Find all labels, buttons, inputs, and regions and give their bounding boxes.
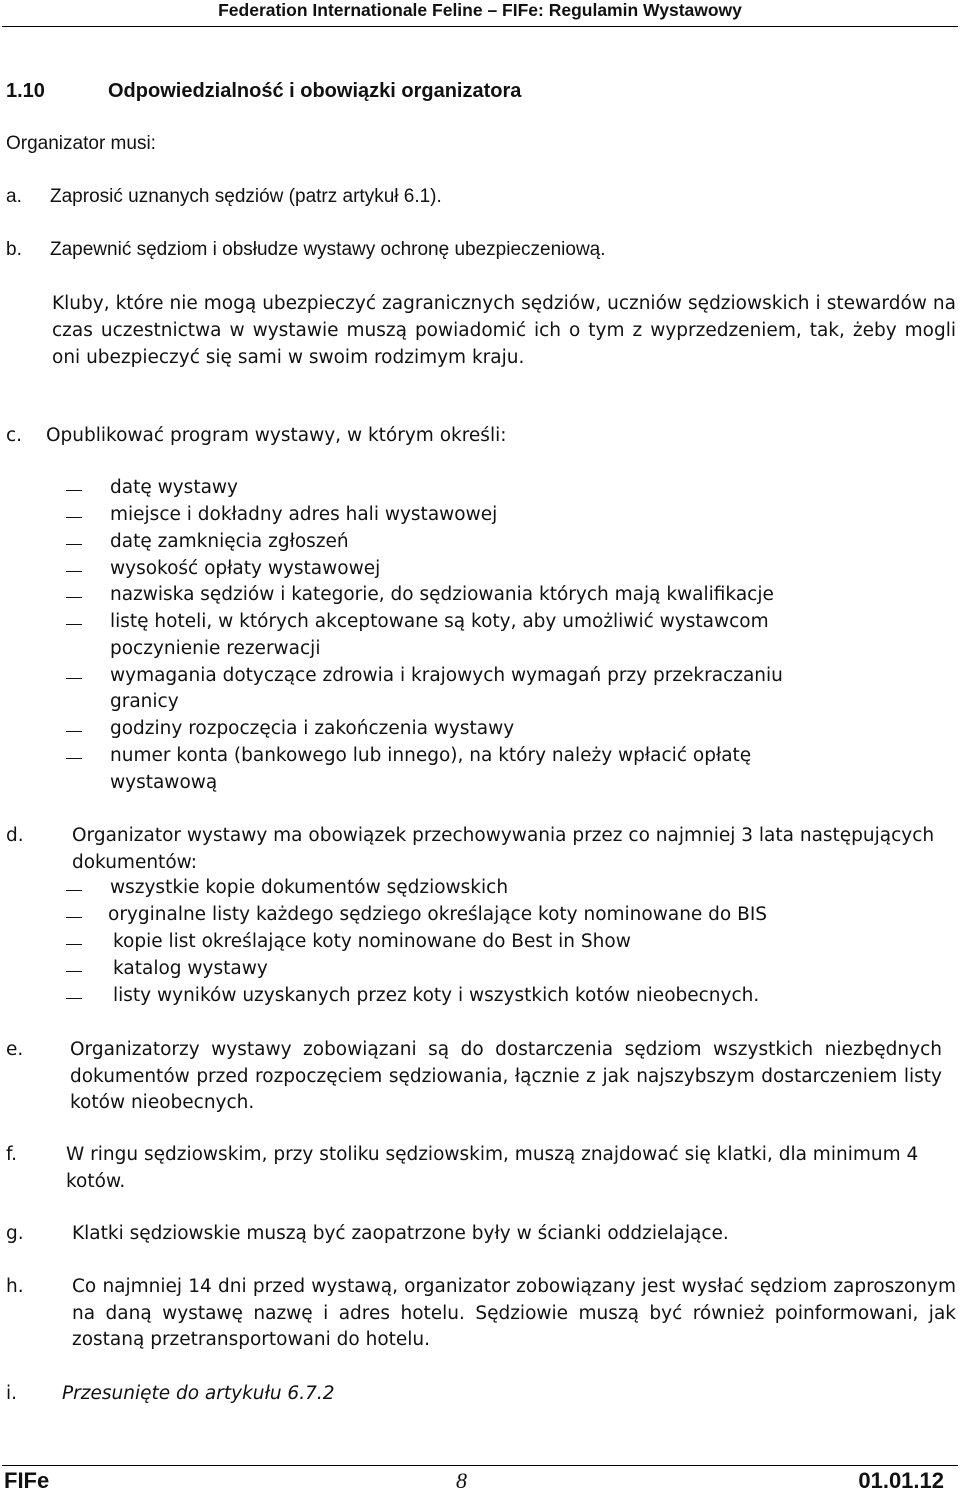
item-d-marker: d. (6, 825, 24, 846)
footer-rule (2, 1465, 958, 1466)
dash-bullet (66, 624, 82, 625)
item-b-text: Zapewnić sędziom i obsłudze wystawy ochronę ubezpieczeniową. (50, 239, 606, 260)
item-a-marker: a. (6, 186, 22, 207)
header-rule (2, 26, 958, 27)
list-item: listy wyników uzyskanych przez koty i wszystkich kotów nieobecnych. (113, 985, 760, 1006)
dash-bullet (66, 597, 82, 598)
list-item: nazwiska sędziów i kategorie, do sędziowania których mają kwalifikacje (110, 584, 774, 605)
dash-bullet (66, 731, 82, 732)
item-b-marker: b. (6, 239, 22, 260)
list-item: datę zamknięcia zgłoszeń (110, 531, 349, 552)
list-item: listę hoteli, w których akceptowane są koty, aby umożliwić wystawcom (110, 611, 769, 632)
list-item: katalog wystawy (113, 958, 268, 979)
dash-bullet (66, 678, 82, 679)
running-header: Federation Internationale Feline – FIFe: Regulamin Wystawowy (218, 0, 742, 20)
list-item: wymagania dotyczące zdrowia i krajowych wymagań przy przekraczaniu (110, 665, 783, 686)
item-f-text: W ringu sędziowskim, przy stoliku sędziowskim, muszą znajdować się klatki, dla minimum 4 kotów. (66, 1144, 919, 1192)
section-title: Odpowiedzialność i obowiązki organizatora (108, 80, 522, 102)
dash-bullet (66, 758, 82, 759)
dash-bullet (66, 944, 82, 945)
list-item-continuation: wystawową (110, 772, 218, 793)
item-g-text: Klatki sędziowskie muszą być zaopatrzone były w ścianki oddzielające. (72, 1223, 729, 1244)
item-a-text: Zaprosić uznanych sędziów (patrz artykuł 6.1). (50, 186, 442, 207)
item-e-text: Organizatorzy wystawy zobowiązani są do dostarczenia sędziom wszystkich niezbędnych dokumentów przed rozpoczęciem sędziowania, łącznie z jak najszybszym dostarczeniem listy kotów nieobecnych. (70, 1039, 942, 1113)
dash-bullet (66, 998, 82, 999)
list-item: wysokość opłaty wystawowej (110, 558, 381, 579)
list-item: wszystkie kopie dokumentów sędziowskich (110, 877, 509, 898)
footer-date: 01.01.12 (858, 1468, 944, 1493)
item-f-marker: f. (6, 1144, 18, 1165)
section-number: 1.10 (6, 80, 45, 102)
item-c-text: Opublikować program wystawy, w którym określi: (46, 425, 507, 446)
item-d-text: Organizator wystawy ma obowiązek przechowywania przez co najmniej 3 lata następujących dokumentów: (72, 825, 935, 873)
item-h-marker: h. (6, 1276, 24, 1297)
dash-bullet (66, 890, 82, 891)
item-b-note: Kluby, które nie mogą ubezpieczyć zagranicznych sędziów, uczniów sędziowskich i stewardów na czas uczestnictwa w wystawie muszą powiadomić ich o tym z wyprzedzeniem, tak, żeby mogli oni ubezpieczyć się sami w swoim rodzimym kraju. (52, 293, 956, 368)
dash-bullet (66, 517, 82, 518)
list-item: numer konta (bankowego lub innego), na który należy wpłacić opłatę (110, 745, 752, 766)
page-number: 8 (456, 1468, 467, 1493)
dash-bullet (66, 490, 82, 491)
item-c-marker: c. (6, 425, 23, 446)
list-item-continuation: poczynienie rezerwacji (110, 638, 321, 659)
item-i-text: Przesunięte do artykułu 6.7.2 (62, 1383, 335, 1404)
intro-text: Organizator musi: (6, 133, 156, 154)
dash-bullet (66, 544, 82, 545)
item-h-text: Co najmniej 14 dni przed wystawą, organizator zobowiązany jest wysłać sędziom zaproszonym na daną wystawę nazwę i adres hotelu. Sędziowie muszą być również poinformowani, jak zostaną przetransportowani do hotelu. (72, 1276, 956, 1350)
list-item-continuation: granicy (110, 691, 179, 712)
footer-left: FIFe (4, 1468, 50, 1493)
item-g-marker: g. (6, 1223, 24, 1244)
item-i-marker: i. (6, 1383, 18, 1404)
dash-bullet (66, 971, 82, 972)
dash-bullet (66, 917, 82, 918)
list-item: godziny rozpoczęcia i zakończenia wystawy (110, 718, 515, 739)
dash-bullet (66, 571, 82, 572)
list-item: kopie list określające koty nominowane do Best in Show (113, 931, 631, 952)
list-item: oryginalne listy każdego sędziego określające koty nominowane do BIS (108, 904, 768, 925)
item-e-marker: e. (6, 1039, 24, 1060)
list-item: miejsce i dokładny adres hali wystawowej (110, 504, 498, 525)
list-item: datę wystawy (110, 477, 238, 498)
